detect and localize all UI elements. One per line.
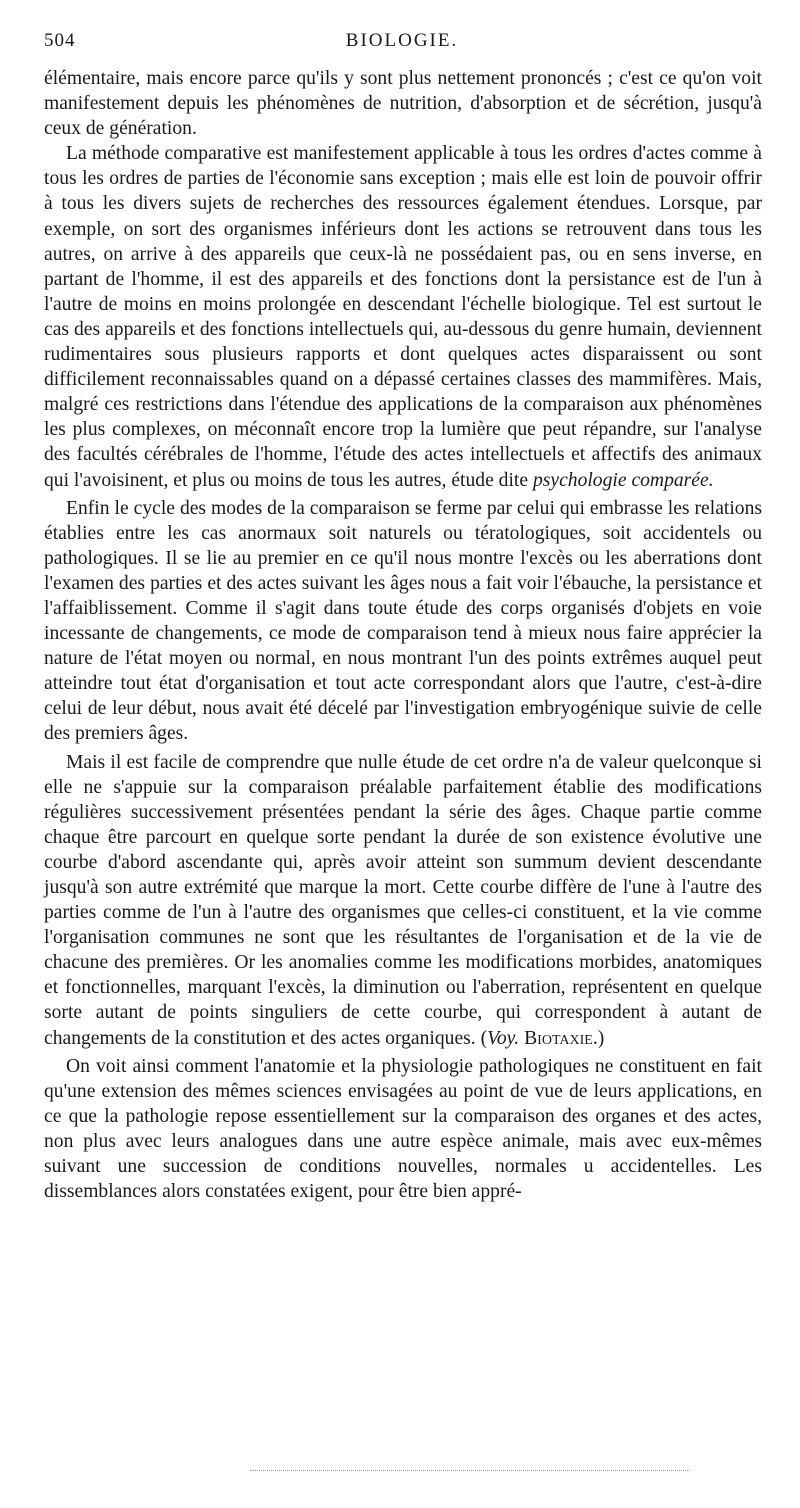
cross-reference-term: Biotaxie: [524, 1027, 593, 1049]
paragraph-comparative-method: [44, 141, 762, 492]
see-reference: Voy.: [487, 1027, 520, 1049]
paragraph-text: Mais il est facile de comprendre que nulle étude de cet ordre n'a de valeur quelconque si elle ne s'appuie sur la comparaison préalable parfaitement établie des modifications régulières successivement présentées pendant la série des âges. Chaque partie comme chaque être parcourt en quelque sorte pendant la durée de son existence évolutive une courbe d'abord ascendante qui, après avoir atteint son summum devient descendante jusqu'à son autre extrémité que marque la mort. Cette courbe diffère de l'une à l'autre des parties comme de l'un à l'autre des organismes que celles-ci constituent, et la vie comme l'organisation communes ne sont que les résultantes de l'organisation et de la vie de chacune des premières. Or les anomalies comme les modifications morbides, anatomiques et fonctionnelles, marquant l'excès, la diminution ou l'aberration, représentent en quelque sorte autant de points singuliers de cette courbe, qui correspondent à autant de changements de la constitution et des actes organiques. (: [44, 751, 762, 1049]
paragraph-text: La méthode comparative est manifestement applicable à tous les ordres d'actes comme à tous les ordres de parties de l'économie sans exception ; mais elle est loin de pouvoir offrir à tous les divers sujets de recherches des ressources également étendues. Lorsque, par exemple, on sort des organismes inférieurs dont les actions se retrouvent dans tous les autres, on arrive à des appareils que ceux-là ne possédaient pas, ou en sens inverse, en partant de l'homme, il est des appareils et des fonctions dont la persistance est de l'un à l'autre de moins en moins prolongée en descendant l'échelle biologique. Tel est surtout le cas des appareils et des fonctions intellectuels qui, au-dessous du genre humain, deviennent rudimentaires sous plusieurs rapports et dont quelques actes disparaissent ou sont difficilement reconnaissables quand on a dépassé certaines classes des mammifères. Mais, malgré ces restrictions dans l'étendue des applications de la comparaison aux phénomènes les plus complexes, on méconnaît encore trop la lumière que peut répandre, sur l'analyse des facultés cérébrales de l'homme, l'étude des actes intellectuels et affectifs des animaux qui l'avoisinent, et plus ou moins de tous les autres, étude dite: [44, 143, 762, 491]
reference-close: .): [592, 1027, 605, 1049]
page-number: 504: [44, 30, 76, 51]
paragraph-cycle-of-comparison: Enfin le cycle des modes de la comparaison se ferme par celui qui embrasse les relations établies entre les cas anormaux soit naturels ou tératologiques, soit accidentels ou pathologiques. Il se lie au premier en ce qu'il nous montre l'excès ou les aberrations dont l'examen des parties et des actes suivant les âges nous a fait voir l'ébauche, la persistance et l'affaiblissement. Comme il s'agit dans toute étude des corps organisés d'objets en voie incessante de changements, ce mode de comparaison tend à mieux nous faire apprécier la nature de l'état moyen ou normal, en nous montrant l'un des points extrêmes auquel peut atteindre tout état d'organisation et tout acte correspondant alors que l'autre, c'est-à-dire celui de leur début, nous avait été décelé par l'investigation embryogénique suivie de celle des premiers âges.: [44, 497, 762, 745]
italic-term: psychologie comparée.: [532, 469, 714, 491]
running-head: BIOLOGIE.: [345, 30, 459, 51]
paragraph-continuation: élémentaire, mais encore parce qu'ils y sont plus nettement prononcés ; c'est ce qu'on voit manifestement depuis les phénomènes de nutrition, d'absorption et de sécrétion, jusqu'à ceux de génération.: [44, 68, 762, 140]
body-text: [44, 66, 762, 1204]
page-header: [44, 30, 760, 58]
footer-rule: [250, 1470, 690, 1472]
paragraph-series-of-ages: [44, 750, 762, 1051]
paragraph-pathology: On voit ainsi comment l'anatomie et la physiologie pathologiques ne constituent en fait qu'une extension des mêmes sciences envisagées au point de vue de leurs applications, en ce que la pathologie repose essentiellement sur la comparaison des organes et des actes, non plus avec leurs analogues dans une autre espèce animale, mais avec eux-mêmes suivant une succession de conditions nouvelles, normales u accidentelles. Les dissemblances alors constatées exigent, pour être bien appré-: [44, 1055, 762, 1203]
